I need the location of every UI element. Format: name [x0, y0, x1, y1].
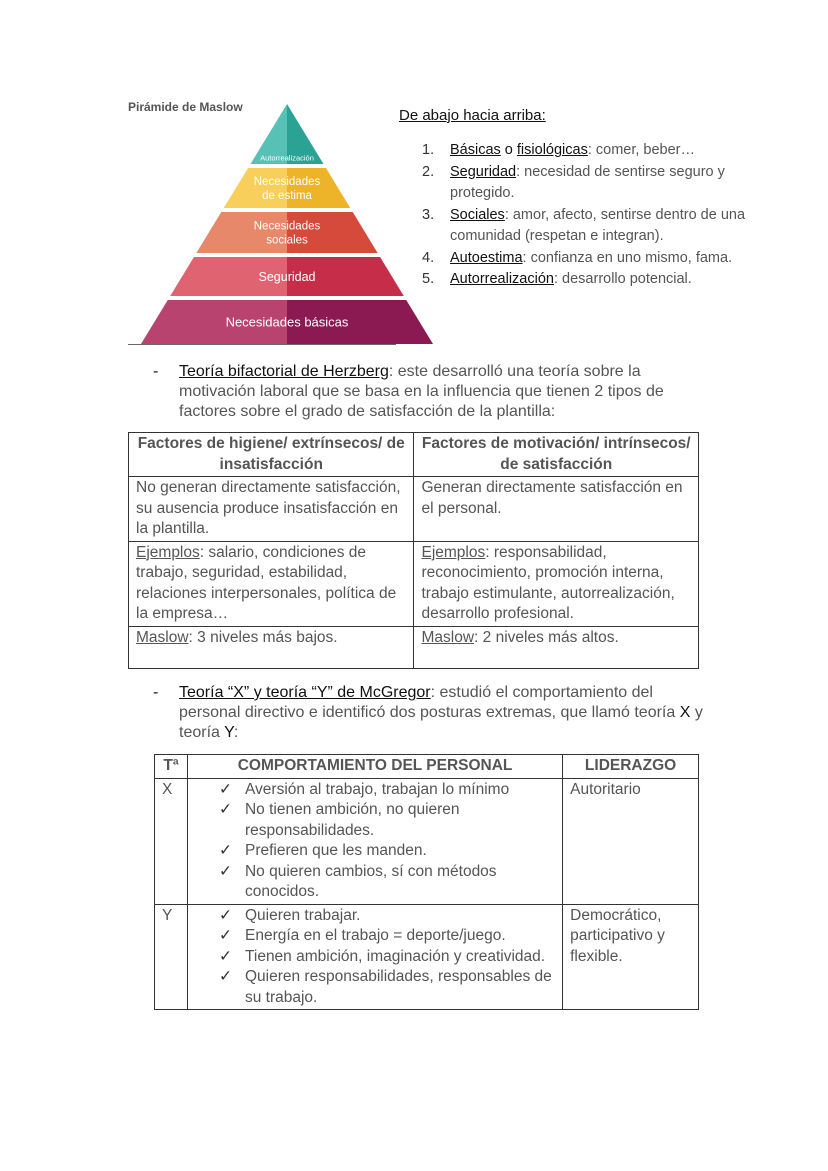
- list-item: [420, 205, 750, 248]
- theory-x-letter: X: [679, 704, 691, 721]
- item-term: Sociales: [450, 206, 505, 223]
- leadership-cell: Democrático, participativo y flexible.: [563, 904, 699, 1010]
- check-item: [219, 780, 555, 801]
- table-row: [129, 541, 699, 626]
- theory-y-letter: Y: [224, 724, 234, 741]
- table-cell: Generan directamente satisfacción en el personal.: [414, 477, 699, 542]
- mcgregor-term: Teoría “X” y teoría “Y” de McGregor: [179, 684, 431, 701]
- header-motivation: Factores de motivación/ intrínsecos/ de satisfacción: [414, 433, 699, 477]
- maslow-text: : 2 niveles más altos.: [474, 628, 619, 646]
- table-cell: No generan directamente satisfacción, su ausencia produce insatisfacción en la plantilla.: [129, 477, 414, 542]
- check-item-text: No quieren cambios, sí con métodos conocidos.: [244, 862, 497, 900]
- check-item-text: Tienen ambición, imaginación y creatividad.: [244, 947, 546, 965]
- leadership-cell: Autoritario: [563, 778, 699, 904]
- examples-text: : salario, condiciones de trabajo, seguridad, estabilidad, relaciones interpersonales, política de la empresa…: [136, 543, 397, 622]
- herzberg-term: Teoría bifactorial de Herzberg: [179, 363, 389, 380]
- check-item-text: Aversión al trabajo, trabajan lo mínimo: [244, 780, 510, 798]
- item-text: : desarrollo potencial.: [553, 271, 692, 287]
- item-term-2: fisiológicas: [516, 142, 588, 158]
- pyramid-level-label: de estima: [262, 189, 312, 202]
- mcgregor-text-a: : estudió el comportamiento del personal directivo e identificó dos posturas extremas, que llamó teoría: [179, 684, 680, 721]
- list-item: [420, 269, 750, 291]
- herzberg-text: : este desarrolló una teoría sobre la motivación laboral que se basa en la influencia que tienen 2 tipos de factores sobre el grado de satisfacción de la plantilla:: [179, 363, 664, 420]
- check-icon: ✓: [218, 906, 232, 924]
- mcgregor-text-b: y teoría: [179, 704, 703, 741]
- list-item: [420, 248, 750, 270]
- item-term: Básicas: [450, 142, 501, 158]
- pyramid-level-label: sociales: [266, 234, 308, 247]
- item-number: 2.: [422, 163, 435, 180]
- table-cell: [129, 626, 414, 668]
- header-type: Tª: [155, 755, 188, 779]
- examples-label: Ejemplos: [136, 543, 200, 561]
- check-item: [219, 800, 555, 841]
- header-hygiene: Factores de higiene/ extrínsecos/ de insatisfacción: [129, 433, 414, 477]
- list-item: [420, 140, 750, 162]
- behaviour-cell: [187, 778, 562, 904]
- item-text: : amor, afecto, sentirse dentro de una comunidad (respetan e integran).: [450, 206, 746, 244]
- table-header-row: [155, 755, 699, 779]
- item-term: Seguridad: [450, 163, 517, 180]
- maslow-label: Maslow: [136, 628, 189, 646]
- item-number: 5.: [422, 271, 435, 287]
- pyramid-level-label: Autorrealización: [260, 153, 314, 163]
- item-text: : necesidad de sentirse seguro y protegido.: [450, 163, 725, 201]
- check-icon: ✓: [218, 801, 232, 818]
- item-term: Autorrealización: [450, 271, 554, 287]
- check-item-text: No tienen ambición, no quieren responsabilidades.: [244, 801, 460, 839]
- check-icon: ✓: [218, 968, 232, 985]
- table-row: [129, 477, 699, 542]
- check-item: [219, 967, 555, 1008]
- item-term: Autoestima: [450, 249, 523, 266]
- pyramid-title: Pirámide de Maslow: [128, 100, 243, 114]
- bullet-dash: -: [153, 363, 159, 380]
- check-item: [219, 906, 555, 927]
- check-icon: ✓: [218, 862, 232, 880]
- list-item: [420, 162, 750, 205]
- check-icon: ✓: [218, 947, 232, 965]
- pyramid-level-label: Necesidades básicas: [225, 314, 349, 330]
- bullet-dash: -: [153, 684, 159, 701]
- check-icon: ✓: [218, 927, 232, 944]
- table-row: [129, 626, 699, 668]
- check-item-text: Quieren trabajar.: [244, 906, 361, 924]
- list-heading: De abajo hacia arriba:: [399, 107, 546, 124]
- check-item-text: Energía en el trabajo = deporte/juego.: [244, 927, 506, 944]
- mcgregor-paragraph: [153, 683, 709, 743]
- item-text: : comer, beber…: [587, 142, 696, 158]
- pyramid-level-label: Necesidades: [253, 220, 321, 233]
- item-text: : confianza en uno mismo, fama.: [522, 249, 733, 266]
- herzberg-paragraph: [153, 362, 709, 422]
- table-row: [155, 904, 699, 1010]
- item-conjunction: o: [500, 142, 517, 158]
- pyramid-level-label: Necesidades: [253, 176, 321, 189]
- check-icon: ✓: [218, 842, 232, 859]
- table-cell: [129, 541, 414, 626]
- theory-type-cell: X: [155, 778, 188, 904]
- table-header-row: [129, 433, 699, 477]
- maslow-pyramid: [140, 104, 436, 348]
- maslow-label: Maslow: [421, 628, 475, 646]
- mcgregor-table: [154, 754, 699, 1010]
- examples-label: Ejemplos: [421, 543, 486, 561]
- check-item-text: Prefieren que les manden.: [244, 842, 427, 859]
- herzberg-table: [128, 432, 699, 669]
- maslow-text: : 3 niveles más bajos.: [188, 628, 338, 646]
- examples-text: : responsabilidad, reconocimiento, promoción interna, trabajo estimulante, autorrealización, desarrollo profesional.: [421, 543, 675, 622]
- check-item: [219, 841, 555, 862]
- check-item: [219, 862, 555, 903]
- pyramid-underline: [128, 344, 396, 345]
- table-row: [155, 778, 699, 904]
- item-number: 4.: [422, 249, 435, 266]
- check-item: [219, 926, 555, 947]
- check-icon: ✓: [218, 780, 232, 798]
- mcgregor-text-c: :: [233, 724, 239, 741]
- maslow-levels-list: [420, 140, 750, 291]
- header-behaviour: COMPORTAMIENTO DEL PERSONAL: [187, 755, 562, 779]
- check-item: [219, 947, 555, 968]
- item-number: 1.: [422, 142, 435, 158]
- table-cell: [414, 626, 699, 668]
- item-number: 3.: [422, 206, 435, 223]
- check-item-text: Quieren responsabilidades, responsables de su trabajo.: [244, 968, 552, 1006]
- pyramid-level-label: Seguridad: [258, 269, 316, 284]
- theory-type-cell: Y: [155, 904, 188, 1010]
- header-leadership: LIDERAZGO: [563, 755, 699, 779]
- behaviour-cell: [187, 904, 562, 1010]
- table-cell: [414, 541, 699, 626]
